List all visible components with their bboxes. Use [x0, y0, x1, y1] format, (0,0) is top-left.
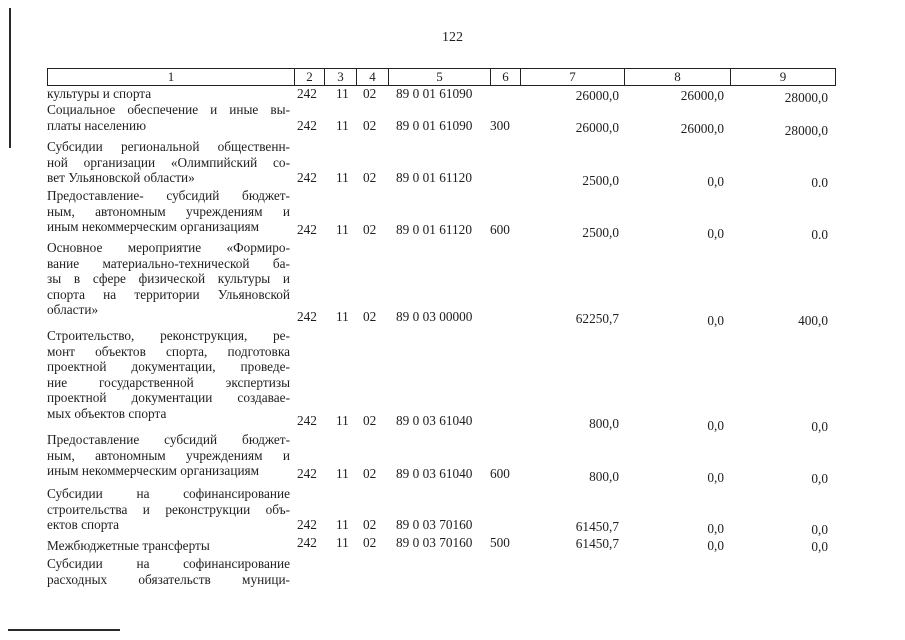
cell-col-9: 0,0	[811, 419, 828, 434]
header-col-4: 4	[356, 68, 388, 86]
cell-col-3: 11	[336, 535, 349, 550]
cell-col-2: 242	[297, 517, 317, 532]
cell-col-5: 89 0 03 70160	[396, 535, 473, 550]
cell-col-8: 0,0	[707, 313, 724, 328]
description-block: культуры и спорта	[47, 86, 152, 101]
cell-col-5: 89 0 03 61040	[396, 466, 473, 481]
cell-col-9: 28000,0	[784, 90, 828, 105]
header-col-8: 8	[624, 68, 730, 86]
cell-col-4: 02	[363, 413, 377, 428]
cell-col-9: 0,0	[811, 522, 828, 537]
cell-col-6: 600	[490, 222, 510, 237]
description-block: Строительство, реконструкция, ре- монт объектов спорта, подготовка проектной документации, проведе- ние государственной экспертизы проектной документации создавае- мых объектов спорта	[47, 328, 290, 421]
cell-col-3: 11	[336, 118, 349, 133]
page-number: 122	[442, 30, 463, 45]
cell-col-7: 2500,0	[582, 173, 619, 188]
description-block: Основное мероприятие «Формиро- вание материально-технической ба- зы в сфере физической культуры и спорта на территории Ульяновской области»	[47, 240, 290, 318]
cell-col-2: 242	[297, 170, 317, 185]
cell-col-4: 02	[363, 309, 377, 324]
cell-col-8: 0,0	[707, 538, 724, 553]
cell-col-8: 0,0	[707, 226, 724, 241]
header-col-1: 1	[47, 68, 294, 86]
cell-col-2: 242	[297, 86, 317, 101]
cell-col-5: 89 0 01 61120	[396, 170, 472, 185]
cell-col-9: 0,0	[811, 471, 828, 486]
cell-col-5: 89 0 01 61090	[396, 86, 473, 101]
cell-col-7: 62250,7	[575, 311, 619, 326]
cell-col-5: 89 0 01 61120	[396, 222, 472, 237]
description-block: Предоставление субсидий бюджет- ным, автономным учреждениям и иным некоммерческим организациям	[47, 432, 290, 479]
cell-col-4: 02	[363, 86, 377, 101]
cell-col-9: 0.0	[811, 175, 828, 190]
cell-col-5: 89 0 03 00000	[396, 309, 473, 324]
cell-col-7: 61450,7	[575, 536, 619, 551]
description-block: Межбюджетные трансферты	[47, 538, 210, 553]
bottom-margin-rule	[8, 629, 120, 631]
cell-col-3: 11	[336, 466, 349, 481]
cell-col-5: 89 0 03 70160	[396, 517, 473, 532]
cell-col-2: 242	[297, 466, 317, 481]
cell-col-7: 2500,0	[582, 225, 619, 240]
cell-col-3: 11	[336, 222, 349, 237]
cell-col-4: 02	[363, 517, 377, 532]
cell-col-3: 11	[336, 413, 349, 428]
cell-col-7: 800,0	[589, 416, 619, 431]
cell-col-3: 11	[336, 309, 349, 324]
cell-col-5: 89 0 01 61090	[396, 118, 473, 133]
cell-col-7: 800,0	[589, 469, 619, 484]
cell-col-8: 0,0	[707, 418, 724, 433]
cell-col-2: 242	[297, 413, 317, 428]
left-margin-rule	[9, 8, 11, 148]
cell-col-2: 242	[297, 309, 317, 324]
cell-col-2: 242	[297, 535, 317, 550]
cell-col-4: 02	[363, 118, 377, 133]
header-col-3: 3	[324, 68, 356, 86]
description-block: Социальное обеспечение и иные вы- платы населению	[47, 102, 290, 133]
header-col-6: 6	[490, 68, 520, 86]
cell-col-6: 600	[490, 466, 510, 481]
cell-col-2: 242	[297, 118, 317, 133]
cell-col-8: 26000,0	[680, 121, 724, 136]
cell-col-9: 400,0	[798, 313, 828, 328]
cell-col-4: 02	[363, 222, 377, 237]
cell-col-3: 11	[336, 86, 349, 101]
description-block: Предоставление- субсидий бюджет- ным, автономным учреждениям и иным некоммерческим организациям	[47, 188, 290, 235]
cell-col-4: 02	[363, 466, 377, 481]
cell-col-2: 242	[297, 222, 317, 237]
cell-col-7: 26000,0	[575, 120, 619, 135]
cell-col-4: 02	[363, 170, 377, 185]
cell-col-9: 0.0	[811, 227, 828, 242]
cell-col-6: 300	[490, 118, 510, 133]
cell-col-8: 26000,0	[680, 88, 724, 103]
description-block: Субсидии на софинансирование расходных обязательств муници-	[47, 556, 290, 587]
cell-col-7: 26000,0	[575, 88, 619, 103]
cell-col-5: 89 0 03 61040	[396, 413, 473, 428]
cell-col-8: 0,0	[707, 470, 724, 485]
cell-col-4: 02	[363, 535, 377, 550]
cell-col-3: 11	[336, 517, 349, 532]
header-col-2: 2	[294, 68, 324, 86]
cell-col-9: 0,0	[811, 539, 828, 554]
cell-col-8: 0,0	[707, 174, 724, 189]
header-col-5: 5	[388, 68, 490, 86]
cell-col-8: 0,0	[707, 521, 724, 536]
cell-col-6: 500	[490, 535, 510, 550]
cell-col-7: 61450,7	[575, 519, 619, 534]
header-col-7: 7	[520, 68, 624, 86]
description-block: Субсидии на софинансирование строительства и реконструкции объ- ектов спорта	[47, 486, 290, 533]
description-block: Субсидии региональной общественн- ной организации «Олимпийский со- вет Ульяновской области»	[47, 139, 290, 186]
header-col-9: 9	[730, 68, 836, 86]
cell-col-3: 11	[336, 170, 349, 185]
cell-col-9: 28000,0	[784, 123, 828, 138]
